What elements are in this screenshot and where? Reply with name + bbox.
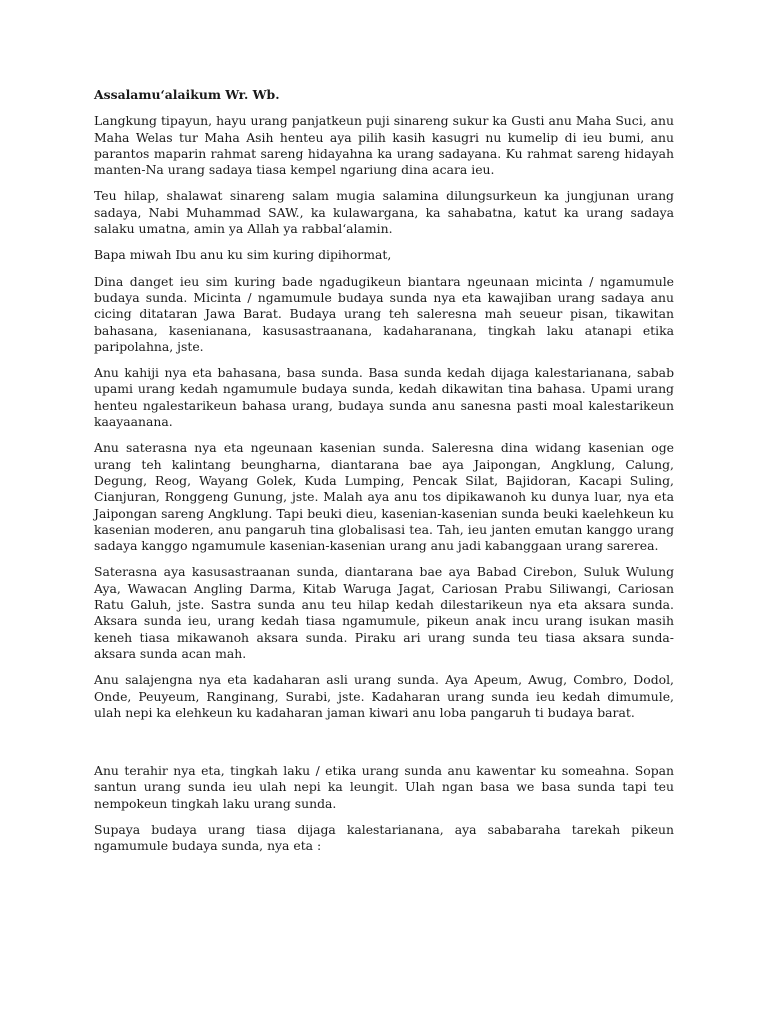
paragraph-opening: Langkung tipayun, hayu urang panjatkeun puji sinareng sukur ka Gusti anu Maha Suci, anu Maha Welas tur Maha Asih henteu aya pilih kasih kasugri nu kumelip di ieu bumi, anu parantos maparin rahmat sareng hidayahna ka urang sadayana. Ku rahmat sareng hidayah manten-Na urang sadaya tiasa kempel ngariung dina acara ieu. xyxy=(94,113,674,178)
paragraph-language: Anu kahiji nya eta bahasana, basa sunda. Basa sunda kedah dijaga kalestarianana, sabab upami urang kedah ngamumule budaya sunda, kedah dikawitan tina bahasa. Upami urang henteu ngalestarikeun bahasa urang, budaya sunda anu sanesna pasti moal kalestarikeun kaayaanana. xyxy=(94,365,674,430)
paragraph-efforts: Supaya budaya urang tiasa dijaga kalestarianana, aya sababaraha tarekah pikeun ngamumule budaya sunda, nya eta : xyxy=(94,821,674,854)
paragraph-introduction: Dina danget ieu sim kuring bade ngadugikeun biantara ngeunaan micinta / ngamumule budaya sunda. Micinta / ngamumule budaya sunda nya eta kawajiban urang sadaya anu cicing ditataran Jawa Barat. Budaya urang teh saleresna mah seueur pisan, tikawitan bahasana, kasenianana, kasusastraanana, kadaharanana, tingkah laku atanapi etika paripolahna, jste. xyxy=(94,273,674,354)
paragraph-shalawat: Teu hilap, shalawat sinareng salam mugia salamina dilungsurkeun ka jungjunan urang sadaya, Nabi Muhammad SAW., ka kulawargana, ka sahabatna, katut ka urang sadaya salaku umatna, amin ya Allah ya rabbal‘alamin. xyxy=(94,188,674,237)
paragraph-behavior: Anu terahir nya eta, tingkah laku / etika urang sunda anu kawentar ku someahna. Sopan santun urang sunda ieu ulah nepi ka leungit. Ulah ngan basa we basa sunda tapi teu nempokeun tingkah laku urang sunda. xyxy=(94,763,674,811)
greeting-heading: Assalamu‘alaikum Wr. Wb. xyxy=(94,87,280,102)
blank-gap xyxy=(94,731,674,763)
paragraph-address: Bapa miwah Ibu anu ku sim kuring dipihormat, xyxy=(94,247,392,263)
document-page xyxy=(94,87,674,865)
paragraph-food: Anu salajengna nya eta kadaharan asli urang sunda. Aya Apeum, Awug, Combro, Dodol, Onde, Peuyeum, Ranginang, Surabi, jste. Kadaharan urang sunda ieu kedah dimumule, ulah nepi ka elehkeun ku kadaharan jaman kiwari anu loba pangaruh ti budaya barat. xyxy=(94,672,674,720)
paragraph-literature: Saterasna aya kasusastraanan sunda, diantarana bae aya Babad Cirebon, Suluk Wulung Aya, Wawacan Angling Darma, Kitab Waruga Jagat, Cariosan Prabu Siliwangi, Cariosan Ratu Galuh, jste. Sastra sunda anu teu hilap kedah dilestarikeun nya eta aksara sunda. Aksara sunda ieu, urang kedah tiasa ngamumule, pikeun anak incu urang isukan masih keneh tiasa mikawanoh aksara sunda. Piraku ari urang sunda teu tiasa aksara sunda-aksara sunda acan mah. xyxy=(94,564,674,661)
paragraph-arts: Anu saterasna nya eta ngeunaan kasenian sunda. Saleresna dina widang kasenian oge urang teh kalintang beungharna, diantarana bae aya Jaipongan, Angklung, Calung, Degung, Reog, Wayang Golek, Kuda Lumping, Pencak Silat, Bajidoran, Kacapi Suling, Cianjuran, Ronggeng Gunung, jste. Malah aya anu tos dipikawanoh ku dunya luar, nya eta Jaipongan sareng Angklung. Tapi beuki dieu, kasenian-kasenian sunda beuki kaelehkeun ku kasenian moderen, anu pangaruh tina globalisasi tea. Tah, ieu janten emutan kanggo urang sadaya kanggo ngamumule kasenian-kasenian urang anu jadi kabanggaan urang sarerea. xyxy=(94,440,674,554)
